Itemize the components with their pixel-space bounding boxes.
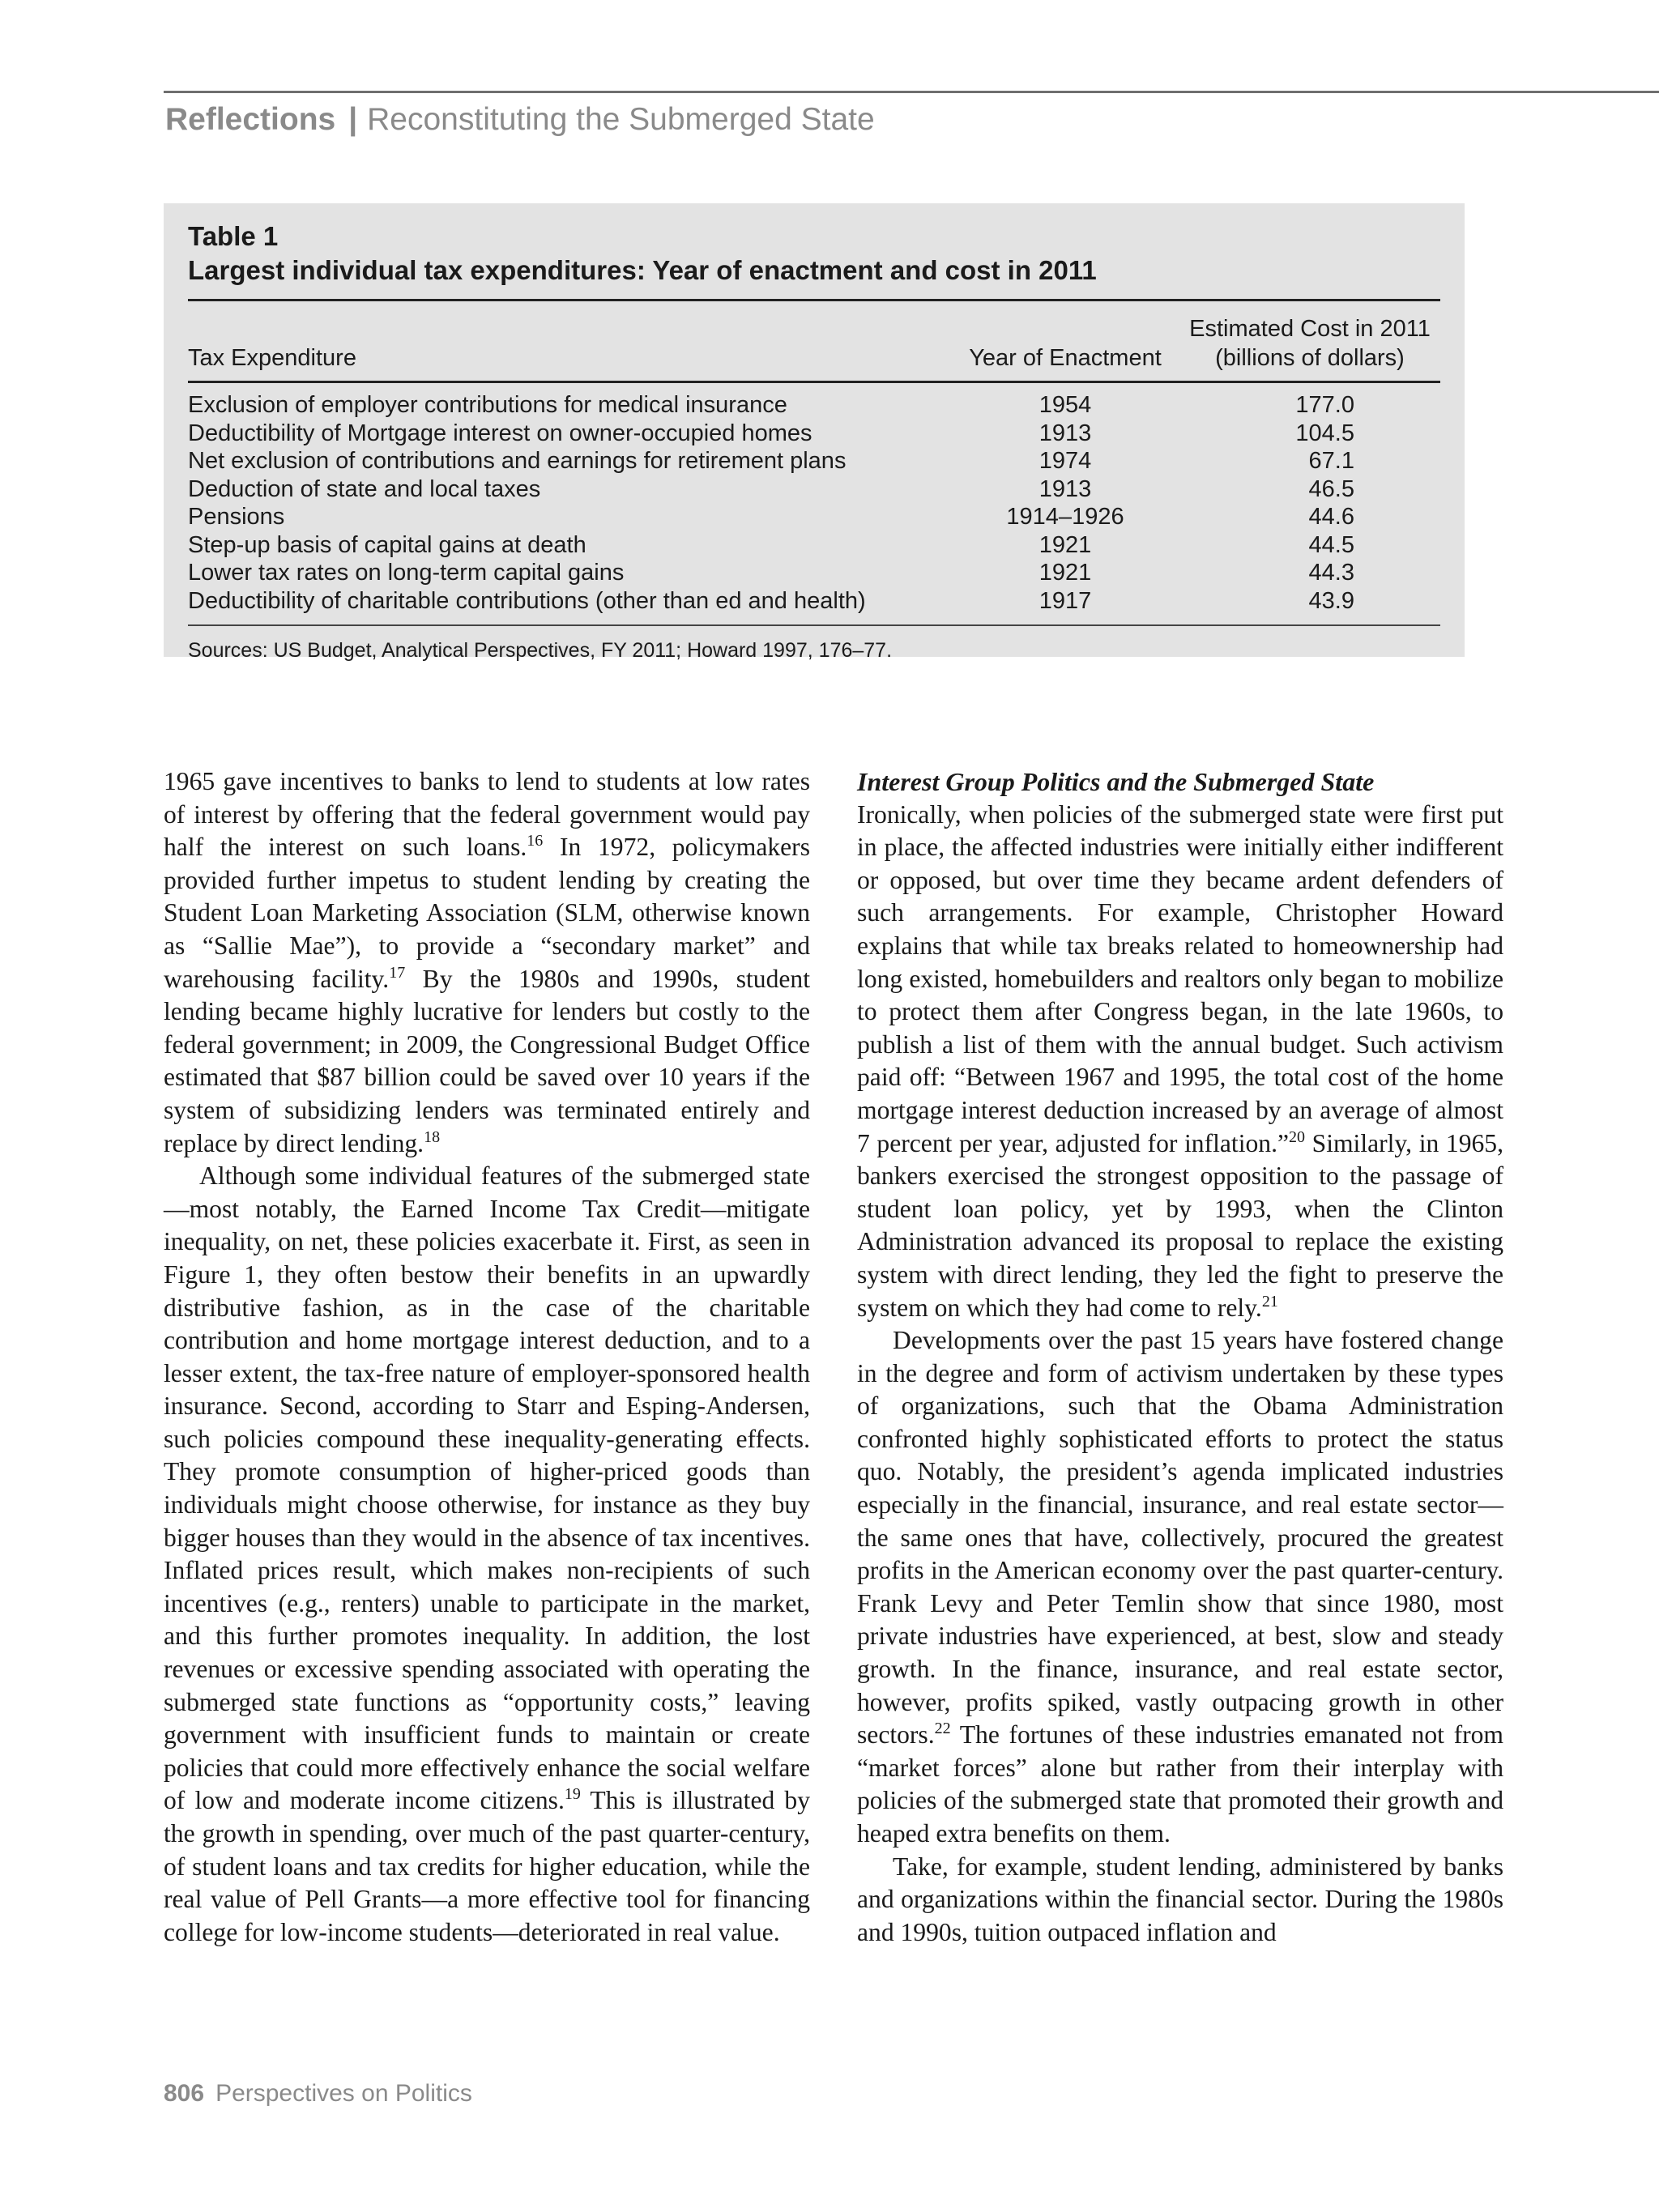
- cell-expenditure: Net exclusion of contributions and earnings for retirement plans: [188, 448, 847, 474]
- table-row: [188, 420, 1440, 448]
- header-separator: |: [348, 102, 358, 137]
- cell-cost: 44.5: [1308, 531, 1354, 558]
- text-run: 1965 gave incentives to banks to lend to students at low rates of interest by offering that the federal government would pay half the interest on such loans.: [164, 767, 810, 862]
- paragraph: [164, 1160, 810, 1949]
- footnote-ref[interactable]: 17: [389, 963, 406, 982]
- col-header-year: Year of Enactment: [969, 345, 1162, 371]
- cell-cost-wrap: [1181, 475, 1439, 504]
- col-header-expenditure: Tax Expenditure: [188, 345, 356, 371]
- footnote-ref[interactable]: 21: [1261, 1292, 1278, 1311]
- cell-expenditure: Deductibility of Mortgage interest on owner-occupied homes: [188, 420, 812, 446]
- article-title: Reconstituting the Submerged State: [367, 102, 875, 137]
- col-header-cost: [1181, 314, 1439, 373]
- footnote-ref[interactable]: 18: [424, 1127, 441, 1146]
- table-row: [188, 531, 1440, 560]
- cell-cost-wrap: [1181, 447, 1439, 475]
- cell-cost: 67.1: [1308, 448, 1354, 474]
- table-header-row: [188, 301, 1440, 381]
- footnote-ref[interactable]: 19: [564, 1785, 581, 1804]
- table-row: [188, 559, 1440, 587]
- cell-cost-wrap: [1181, 587, 1439, 616]
- cell-expenditure: Deduction of state and local taxes: [188, 475, 541, 502]
- cell-cost: 104.5: [1295, 420, 1354, 446]
- text-run: Although some individual features of the submerged state—most notably, the Earned Income Tax Credit—mitigate inequality, on net, these policies exacerbate it. First, as seen in Figure 1, they often bestow their benefits in an upwardly distributive fashion, as in the case of the charitable contribution and home mortgage interest deduction, and to a lesser extent, the tax-free nature of employer-sponsored health insurance. Second, according to Starr and Esping-Andersen, such policies compound these inequality-generating effects. They promote consumption of higher-priced goods than individuals might choose otherwise, for instance as they buy bigger houses than they would in the absence of tax incentives. Inflated prices result, which makes non-recipients of such incentives (e.g., renters) unable to participate in the market, and this further promotes inequality. In addition, the lost revenues or excessive spending associated with operating the submerged state functions as “opportunity costs,” leaving government with insufficient funds to maintain or create policies that could more effectively enhance the social welfare of low and moderate income citizens.: [164, 1161, 810, 1815]
- text-run: Developments over the past 15 years have fostered change in the degree and form of activism undertaken by these types of organizations, such that the Obama Administration confronted highly sophisticated efforts to protect the status quo. Notably, the president’s agenda implicated industries especially in the financial, insurance, and real estate sector—the same ones that have, collectively, procured the greatest profits in the American economy over the past quarter-century. Frank Levy and Peter Temlin show that since 1980, most private industries have experienced, at best, slow and steady growth. In the finance, insurance, and real estate sector, however, profits spiked, vastly outpacing growth in other sectors.: [857, 1326, 1503, 1750]
- cell-cost: 46.5: [1308, 475, 1354, 502]
- cell-cost: 177.0: [1295, 392, 1354, 418]
- left-column: [164, 765, 810, 1949]
- paragraph: [857, 1324, 1503, 1851]
- cell-expenditure: Exclusion of employer contributions for medical insurance: [188, 392, 787, 418]
- cell-expenditure: Lower tax rates on long-term capital gains: [188, 560, 625, 586]
- text-run: The fortunes of these industries emanated not from “market forces” alone but rather from their interplay with policies of the submerged state that promoted their growth and heaped extra benefits on them.: [857, 1720, 1503, 1848]
- table-row: [188, 503, 1440, 531]
- cell-cost-wrap: [1181, 391, 1439, 420]
- table-row: [188, 587, 1440, 616]
- cell-expenditure: Step-up basis of capital gains at death: [188, 531, 586, 558]
- text-run: By the 1980s and 1990s, student lending became highly lucrative for lenders but costly to the federal government; in 2009, the Congressional Budget Office estimated that $87 billion could be saved over 10 years if the system of subsidizing lenders was terminated entirely and replace by direct lending.: [164, 964, 810, 1157]
- col-header-cost-line1: Estimated Cost in 2011: [1189, 316, 1431, 342]
- table-title: Largest individual tax expenditures: Year of enactment and cost in 2011: [188, 255, 1097, 285]
- paragraph: Take, for example, student lending, administered by banks and organizations within the financial sector. During the 1980s and 1990s, tuition outpaced inflation and: [857, 1852, 1503, 1946]
- col-header-cost-line2: (billions of dollars): [1215, 345, 1405, 371]
- cell-year: 1913: [1038, 420, 1092, 446]
- table-row: [188, 391, 1440, 420]
- text-run: This is illustrated by the growth in spending, over much of the past quarter-century, of student loans and tax credits for higher education, while the real value of Pell Grants—a more effective tool for financing college for low-income students—deteriorated in real value.: [164, 1786, 810, 1946]
- header-rule: [164, 91, 1659, 93]
- table-row: [188, 475, 1440, 504]
- cell-year: 1974: [1038, 448, 1092, 474]
- text-run: Similarly, in 1965, bankers exercised the strongest opposition to the passage of student loan policy, yet by 1993, when the Clinton Administration advanced its proposal to replace the existing system with direct lending, they led the fight to preserve the system on which they had come to rely.: [857, 1128, 1503, 1322]
- table-row: [188, 447, 1440, 475]
- right-column: [857, 765, 1503, 1949]
- section-heading: Interest Group Politics and the Submerged State: [857, 767, 1375, 796]
- cell-cost-wrap: [1181, 531, 1439, 560]
- table-body: [188, 383, 1440, 624]
- cell-cost: 44.3: [1308, 560, 1354, 586]
- section-name: Reflections: [165, 102, 336, 137]
- cell-expenditure: Deductibility of charitable contributions (other than ed and health): [188, 587, 866, 614]
- cell-cost: 43.9: [1308, 587, 1354, 614]
- table-1: [164, 203, 1465, 662]
- footnote-ref[interactable]: 20: [1288, 1127, 1305, 1146]
- text-run: In 1972, policymakers provided further impetus to student lending by creating the Student Loan Marketing Association (SLM, otherwise known as “Sallie Mae”), to provide a “secondary market” and warehousing facility.: [164, 833, 810, 993]
- paragraph: [164, 765, 810, 1160]
- page-number: 806: [164, 2080, 205, 2107]
- table-number: Table 1: [188, 221, 279, 251]
- cell-cost-wrap: [1181, 559, 1439, 587]
- cell-year: 1954: [1038, 392, 1092, 418]
- text-run: Ironically, when policies of the submerged state were first put in place, the affected industries were initially either indifferent or opposed, but over time they became ardent defenders of such arrangements. For example, Christopher Howard explains that while tax breaks related to homeownership had long existed, homebuilders and realtors only began to mobilize to protect them after Congress began, in the late 1960s, to publish a list of them with the annual budget. Such activism paid off: “Between 1967 and 1995, the total cost of the home mortgage interest deduction increased by an average of almost 7 percent per year, adjusted for inflation.”: [857, 799, 1503, 1157]
- paragraph: [857, 799, 1503, 1325]
- cell-year: 1914–1926: [1006, 504, 1124, 530]
- footnote-ref[interactable]: 16: [527, 832, 544, 850]
- running-header: [165, 102, 875, 138]
- page-footer: [164, 2080, 472, 2108]
- journal-name: Perspectives on Politics: [215, 2080, 472, 2107]
- cell-cost: 44.6: [1308, 504, 1354, 530]
- cell-cost-wrap: [1181, 503, 1439, 531]
- cell-expenditure: Pensions: [188, 504, 285, 530]
- cell-cost-wrap: [1181, 420, 1439, 448]
- cell-year: 1913: [1038, 475, 1092, 502]
- footnote-ref[interactable]: 22: [934, 1720, 951, 1738]
- cell-year: 1921: [1038, 531, 1092, 558]
- cell-year: 1917: [1038, 587, 1092, 614]
- table-sources: Sources: US Budget, Analytical Perspectives, FY 2011; Howard 1997, 176–77.: [188, 639, 893, 662]
- cell-year: 1921: [1038, 560, 1092, 586]
